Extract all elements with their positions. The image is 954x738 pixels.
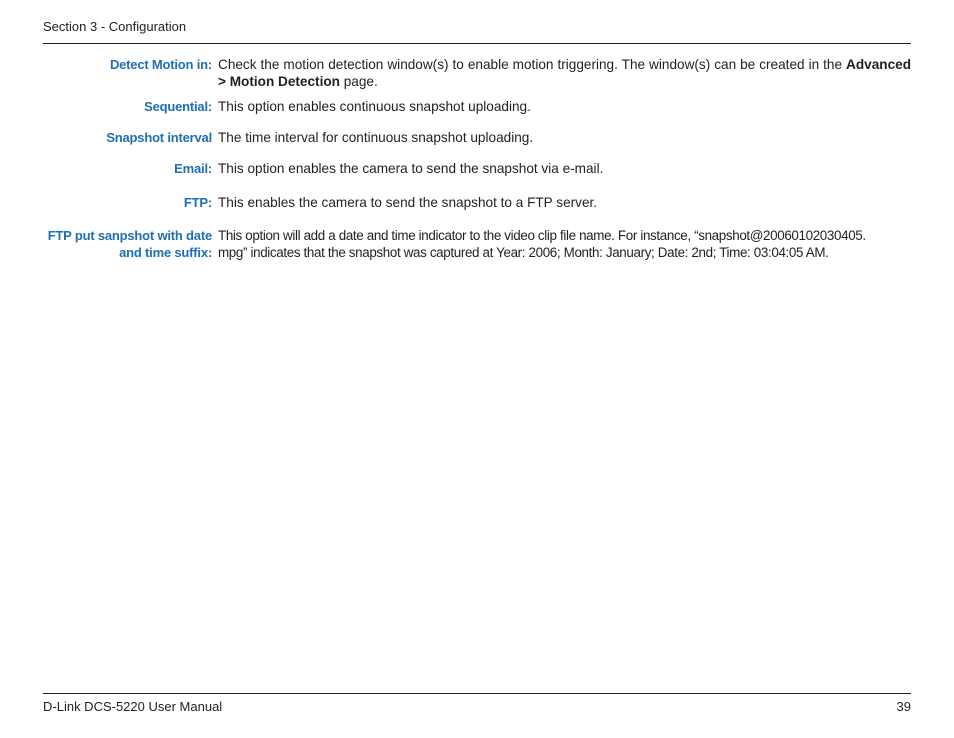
desc-line: This option will add a date and time indicator to the video clip file name. For instance, “snapshot@20060102030405. bbox=[218, 228, 866, 243]
menu-path: Advanced > Motion Detection bbox=[218, 57, 911, 89]
term-line: and time suffix: bbox=[119, 245, 212, 260]
footer-divider bbox=[43, 693, 911, 694]
term-line: FTP put sanpshot with date bbox=[47, 228, 212, 243]
desc-detect-motion bbox=[218, 56, 911, 90]
desc-text: Check the motion detection window(s) to enable motion triggering. The window(s) can be created in the bbox=[218, 57, 847, 72]
desc-text: page. bbox=[339, 74, 378, 89]
term-snapshot-interval: Snapshot interval bbox=[106, 130, 212, 145]
page-number: 39 bbox=[896, 699, 911, 714]
desc-sequential: This option enables continuous snapshot uploading. bbox=[218, 99, 531, 114]
term-ftp-suffix bbox=[37, 227, 212, 261]
desc-ftp: This enables the camera to send the snapshot to a FTP server. bbox=[218, 195, 598, 210]
header-divider bbox=[43, 43, 911, 44]
desc-snapshot-interval: The time interval for continuous snapshot uploading. bbox=[218, 130, 534, 145]
desc-email: This option enables the camera to send the snapshot via e-mail. bbox=[218, 161, 604, 176]
manual-title: D-Link DCS-5220 User Manual bbox=[43, 699, 223, 714]
desc-line: mpg” indicates that the snapshot was captured at Year: 2006; Month: January; Date: 2nd; Time: 03:04:05 AM. bbox=[218, 245, 829, 260]
term-email: Email: bbox=[174, 161, 212, 176]
desc-ftp-suffix bbox=[218, 227, 911, 261]
section-header: Section 3 - Configuration bbox=[43, 19, 187, 34]
term-sequential: Sequential: bbox=[144, 99, 212, 114]
term-ftp: FTP: bbox=[183, 195, 212, 210]
term-detect-motion: Detect Motion in: bbox=[109, 57, 212, 72]
